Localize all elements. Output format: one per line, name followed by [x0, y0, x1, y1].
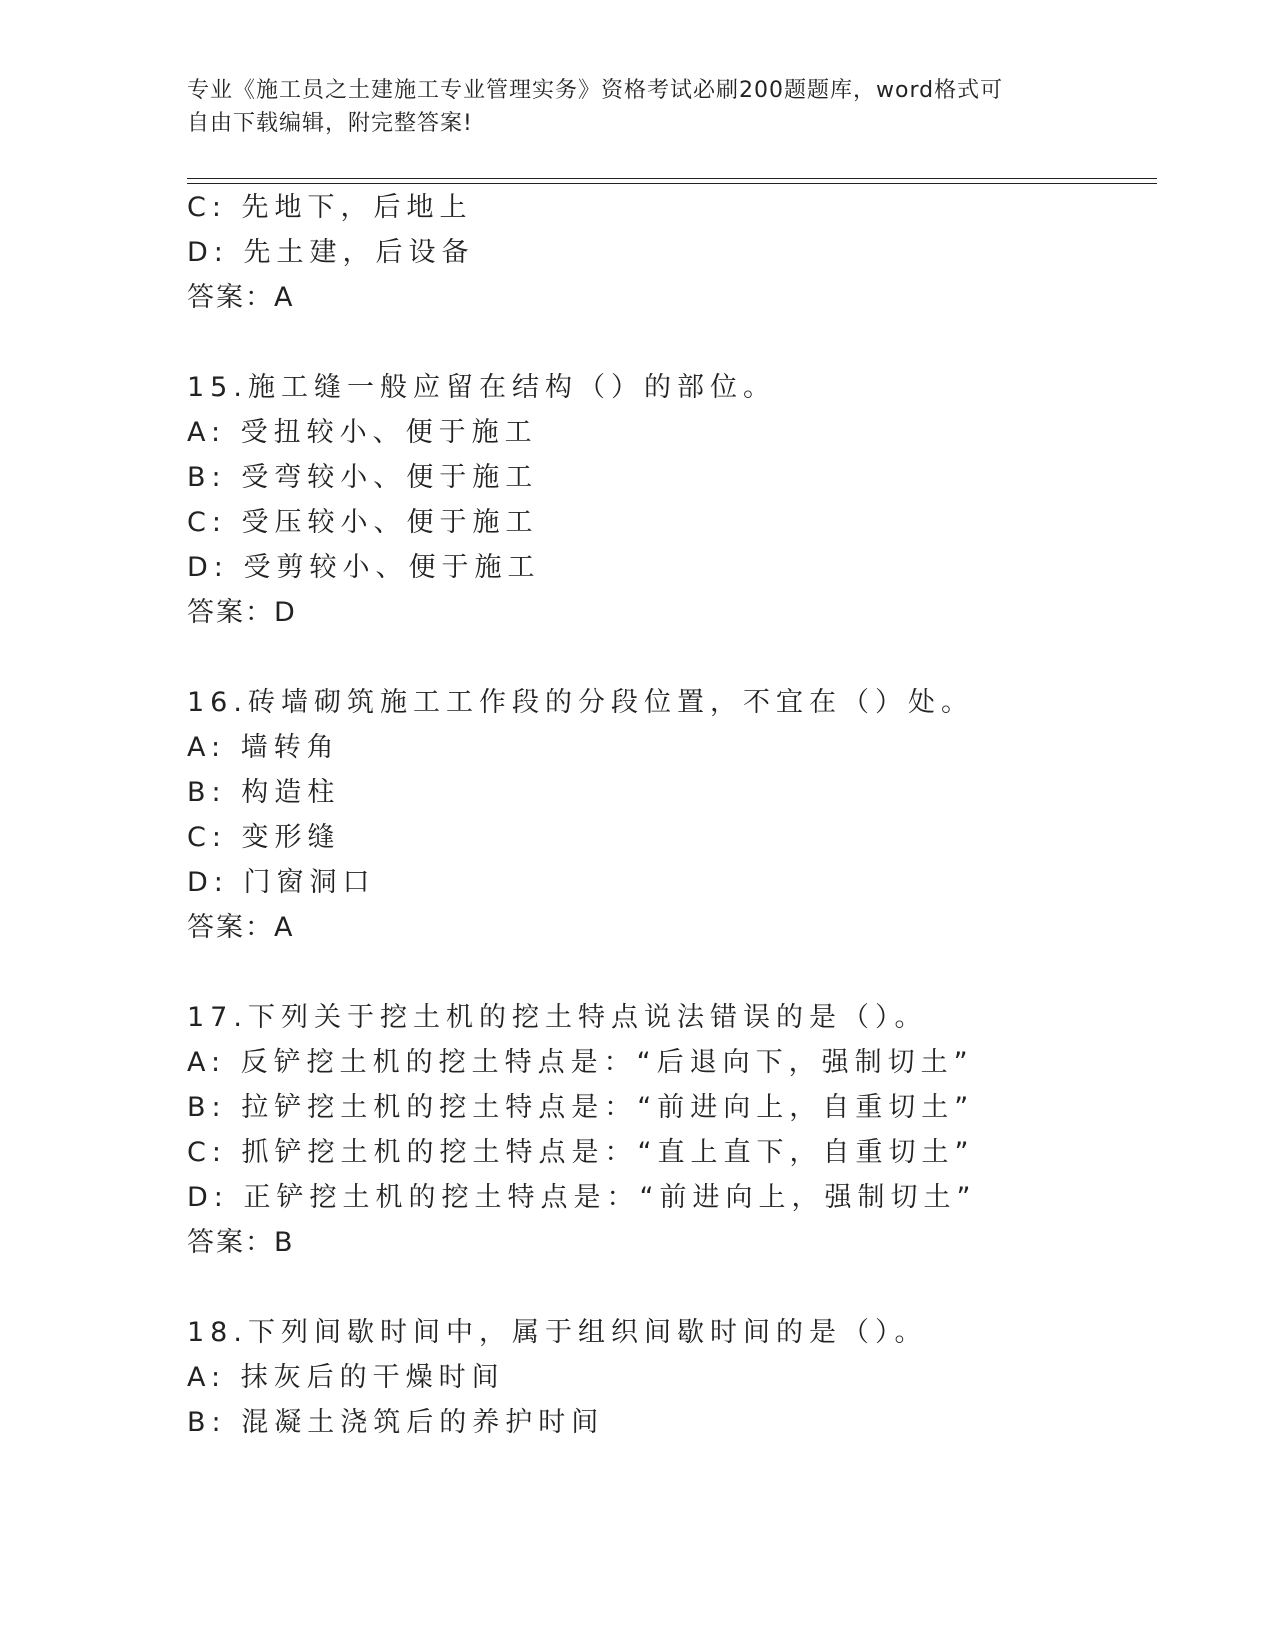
question-stem: 15.施工缝一般应留在结构（）的部位。: [187, 372, 776, 403]
option-d: D: 门窗洞口: [187, 867, 376, 898]
option-c: C: 受压较小、便于施工: [187, 507, 539, 538]
header-divider-top: [187, 178, 1157, 179]
answer: 答案：B: [187, 1227, 295, 1258]
option-d: D: 先土建，后设备: [187, 237, 475, 268]
document-header: [187, 74, 1087, 140]
option-d: D: 正铲挖土机的挖土特点是：“前进向上，强制切土”: [187, 1182, 977, 1213]
header-line-2: 自由下载编辑，附完整答案!: [187, 111, 473, 136]
question-stem: 16.砖墙砌筑施工工作段的分段位置，不宜在（）处。: [187, 687, 974, 718]
header-divider-bottom: [187, 183, 1157, 184]
question-stem: 18.下列间歇时间中，属于组织间歇时间的是（）。: [187, 1317, 928, 1348]
option-d: D: 受剪较小、便于施工: [187, 552, 541, 583]
answer: 答案：A: [187, 282, 295, 313]
option-a: A: 受扭较小、便于施工: [187, 417, 538, 448]
option-a: A: 墙转角: [187, 732, 340, 763]
question-stem: 17.下列关于挖土机的挖土特点说法错误的是（）。: [187, 1002, 928, 1033]
option-b: B: 拉铲挖土机的挖土特点是：“前进向上，自重切土”: [187, 1092, 975, 1123]
option-c: C: 抓铲挖土机的挖土特点是：“直上直下，自重切土”: [187, 1137, 975, 1168]
option-b: B: 混凝土浇筑后的养护时间: [187, 1407, 605, 1438]
option-b: B: 构造柱: [187, 777, 341, 808]
option-b: B: 受弯较小、便于施工: [187, 462, 539, 493]
option-c: C: 变形缝: [187, 822, 341, 853]
header-line-1: 专业《施工员之土建施工专业管理实务》资格考试必刷200题题库，word格式可: [187, 78, 1004, 103]
option-c: C: 先地下，后地上: [187, 192, 473, 223]
option-a: A: 抹灰后的干燥时间: [187, 1362, 505, 1393]
option-a: A: 反铲挖土机的挖土特点是：“后退向下，强制切土”: [187, 1047, 974, 1078]
answer: 答案：D: [187, 597, 297, 628]
answer: 答案：A: [187, 912, 295, 943]
